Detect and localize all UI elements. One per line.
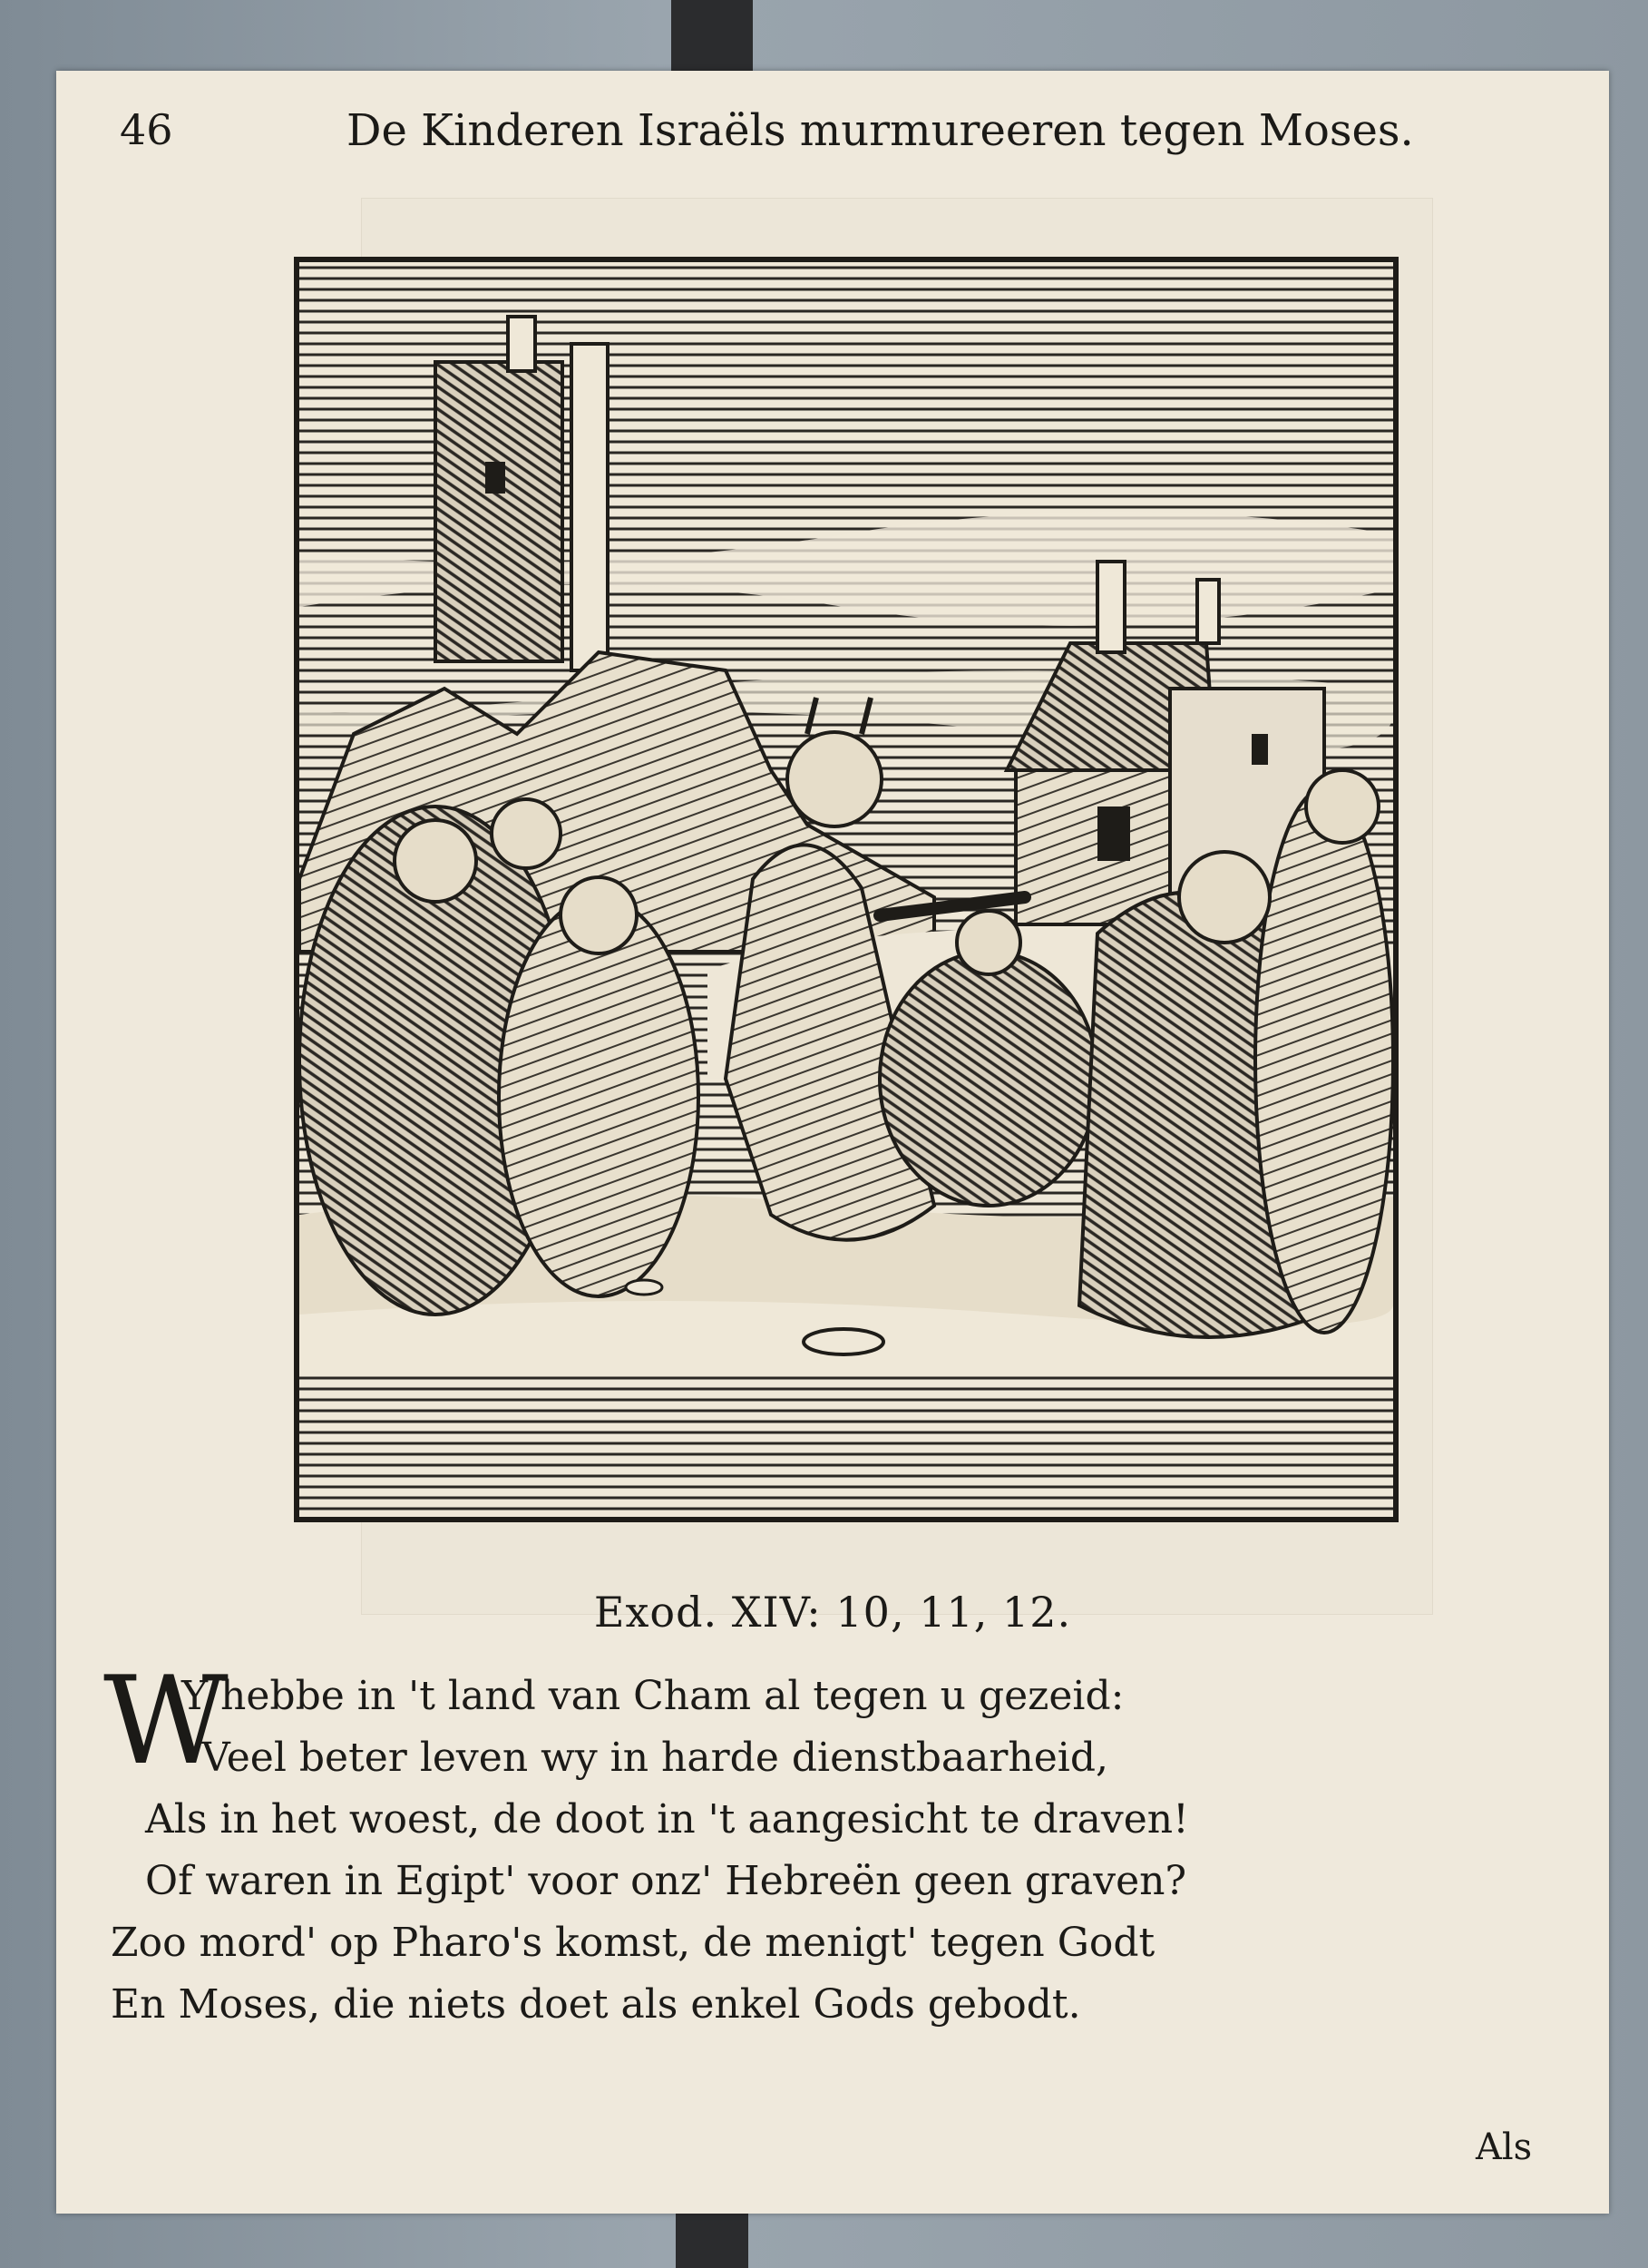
verse-line-4: Of waren in Egipt' voor onz' Hebreën geen graven? (145, 1858, 1187, 1904)
verse-line-5: Zoo mord' op Pharo's komst, de menigt' tegen Godt (111, 1920, 1156, 1966)
running-title: De Kinderen Israëls murmureeren tegen Moses. (346, 105, 1414, 156)
book-spine-top (671, 0, 753, 73)
verse-line-3: Als in het woest, de doot in 't aangesicht te draven! (145, 1796, 1189, 1843)
verse-line-6: En Moses, die niets doet als enkel Gods gebodt. (111, 1981, 1081, 2028)
scripture-reference: Exod. XIV: 10, 11, 12. (593, 1588, 1072, 1637)
woodcut-icon (299, 262, 1393, 1517)
verse-line-1: Y hebbe in 't land van Cham al tegen u gezeid: (181, 1673, 1125, 1719)
woodcut-illustration (294, 257, 1399, 1522)
page-number: 46 (120, 105, 173, 154)
book-page (56, 71, 1609, 2214)
running-head (56, 105, 1609, 178)
catchword: Als (1476, 2126, 1533, 2168)
drop-cap: W (103, 1650, 229, 1792)
book-spine-bottom (676, 2214, 748, 2268)
verse-line-2: Veel beter leven wy in harde dienstbaarheid, (201, 1735, 1108, 1781)
